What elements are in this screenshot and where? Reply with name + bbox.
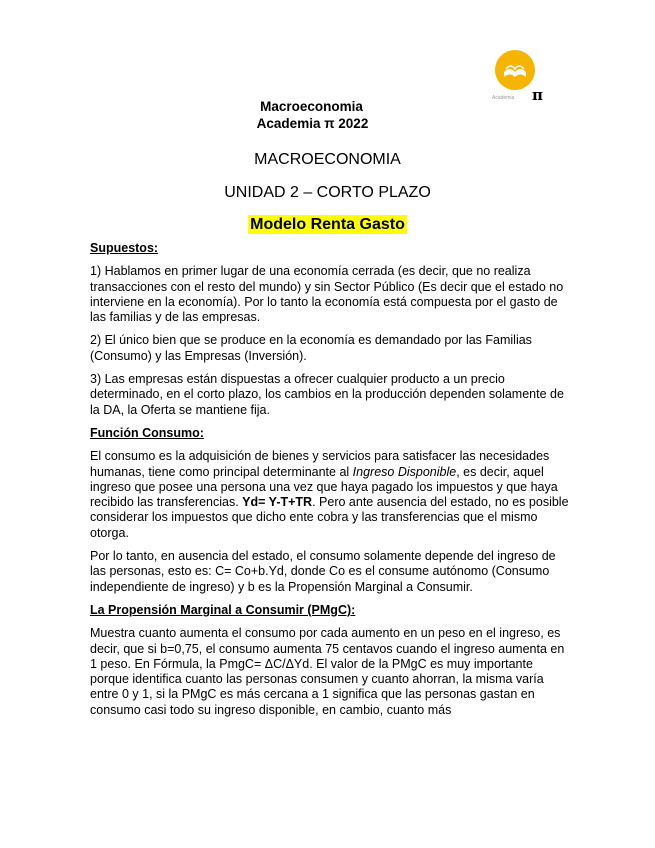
consumo-paragraph-2: Por lo tanto, en ausencia del estado, el consumo solamente depende del ingreso de las personas, esto es: C= Co+b.Yd, donde Co es el consume autónomo (Consumo independiente de ingreso) y b es la Propensión Marginal a Consumir. xyxy=(90,549,556,594)
supuestos-paragraph-2: 2) El único bien que se produce en la economía es demandado por las Familias (Consumo) y las Empresas (Inversión). xyxy=(90,333,532,363)
pmgc-heading: La Propensión Marginal a Consumir (PMgC): xyxy=(90,602,356,617)
header-course: Macroeconomia xyxy=(260,99,363,114)
consumo-text-b: , es decir, aquel ingreso que posee una persona una vez que haya pagado los impuestos y que haya recibido las transferencias. xyxy=(90,464,558,510)
ingreso-disponible-term: Ingreso Disponible xyxy=(352,464,457,479)
yd-formula: Yd= Y-T+TR xyxy=(242,495,313,510)
page-title: MACROECONOMIA xyxy=(254,151,401,168)
svg-text:Academia: Academia xyxy=(492,95,515,101)
model-title-highlight: Modelo Renta Gasto xyxy=(250,216,405,233)
unit-title: UNIDAD 2 – CORTO PLAZO xyxy=(224,184,431,201)
supuestos-heading: Supuestos: xyxy=(90,241,159,255)
consumo-text-a: El consumo es la adquisición de bienes y servicios para satisfacer las necesidades humanas, tiene como principal determinante al xyxy=(90,449,550,479)
consumo-paragraph-1 xyxy=(90,449,570,541)
pmgc-paragraph-1: Muestra cuanto aumenta el consumo por cada aumento en un peso en el ingreso, es decir, que si b=0,75, el consumo aumenta 75 centavos cuando el ingreso aumenta en 1 peso. En Fórmula, la PmgC= ΔC/ΔYd. El valor de la PMgC es muy importante porque identifica cuanto las personas consumen y cuanto ahorran, la misma varía entre 0 y 1, si la PMgC es más cercana a 1 significa que las personas gastan en consumo casi todo su ingreso disponible, en cambio, cuanto más xyxy=(90,626,565,717)
document-body xyxy=(90,241,570,726)
header-academy-year: Academia π 2022 xyxy=(256,116,369,131)
supuestos-paragraph-1: 1) Hablamos en primer lugar de una economía cerrada (es decir, que no realiza transacciones con el resto del mundo) y sin Sector Público (Es decir que el estado no interviene en la economía). Por lo tanto la economía está compuesta por el gasto de las familias y de las empresas. xyxy=(90,264,564,325)
model-title xyxy=(0,216,655,234)
consumo-heading: Función Consumo: xyxy=(90,425,204,440)
document-header xyxy=(0,98,655,132)
svg-text:π: π xyxy=(532,86,543,104)
supuestos-paragraph-3: 3) Las empresas están dispuestas a ofrecer cualquier producto a un precio determinado, en el corto plazo, los cambios en la producción dependen solamente de la DA, la Oferta se mantiene fija. xyxy=(90,372,564,417)
consumo-text-c: . Pero ante ausencia del estado, no es posible considerar los impuestos que dicho ente cobra y las transferencias que el mismo otorga. xyxy=(90,495,569,540)
